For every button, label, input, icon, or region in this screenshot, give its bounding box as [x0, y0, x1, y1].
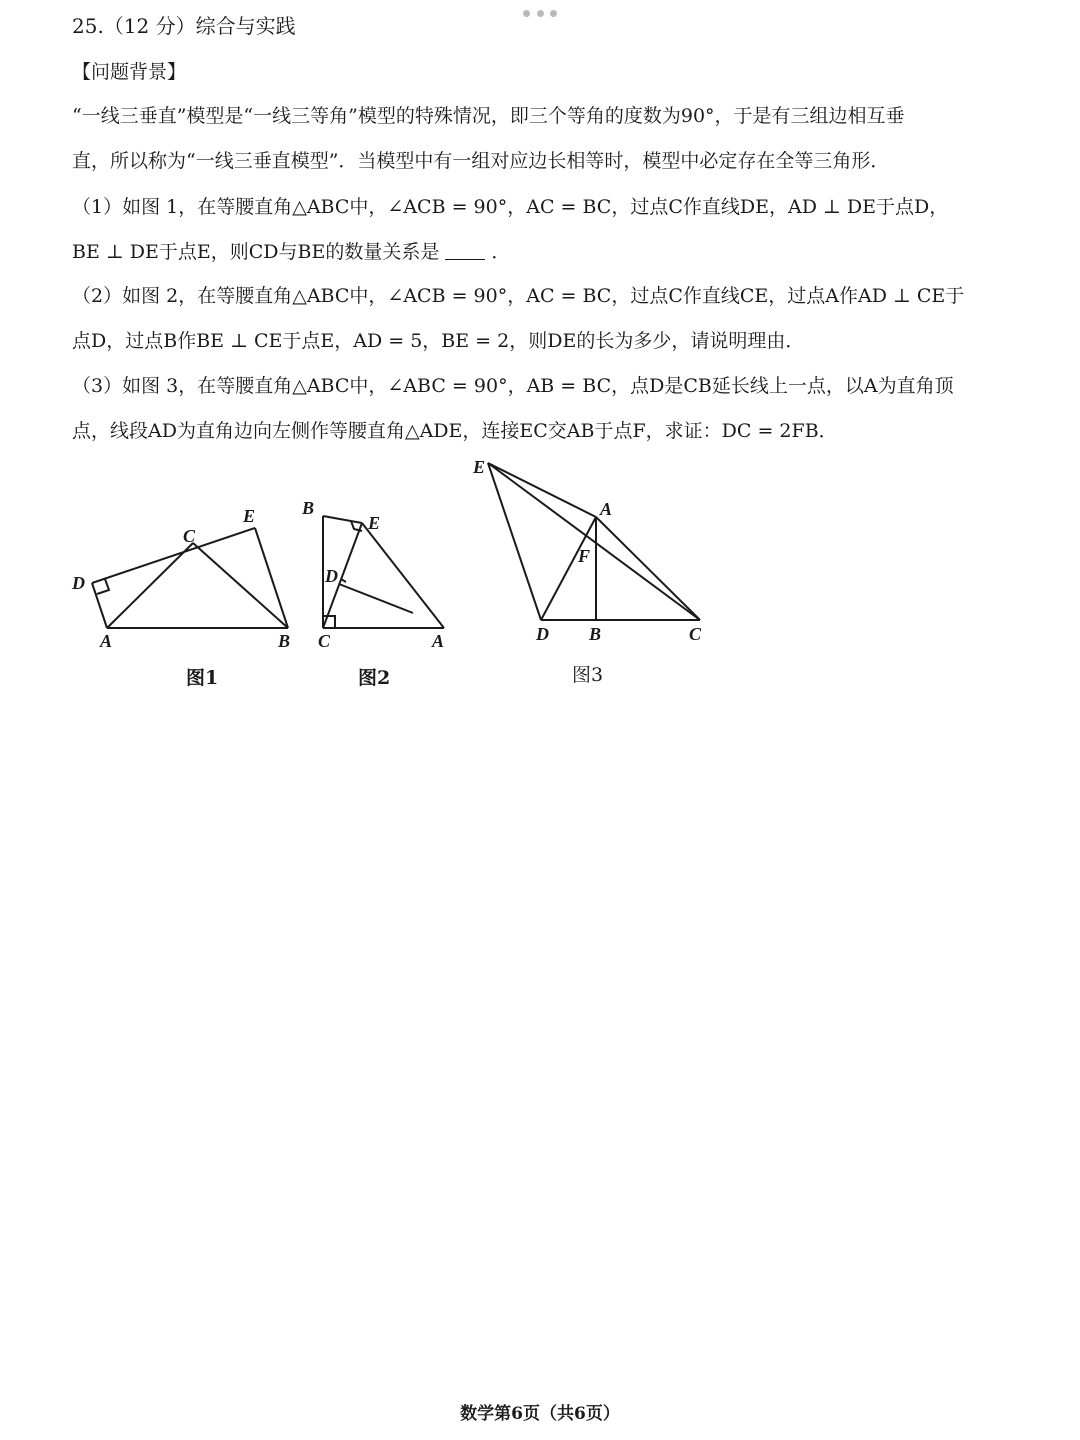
fig1-line-DA	[92, 583, 107, 628]
fig1-label-A: A	[100, 631, 113, 651]
fig2-label-B: B	[302, 498, 315, 518]
fig3-line-EC	[488, 463, 700, 620]
fig2-label-C: C	[318, 631, 331, 651]
fig1-line-DE	[92, 528, 255, 583]
figure-1-caption: 图1	[186, 667, 219, 689]
figure-3-caption: 图3	[572, 664, 604, 686]
text-line-1: “一线三垂直”模型是“一线三等角”模型的特殊情况，即三个等角的度数为90°，于是有三组边相互垂	[72, 105, 905, 127]
text-line-6: 点D，过点B作BE ⊥ CE于点E，AD = 5，BE = 2，则DE的长为多少，请说明理由．	[72, 330, 805, 352]
fig1-label-E: E	[243, 506, 256, 526]
fig2-label-A: A	[432, 631, 445, 651]
fig3-label-B: B	[589, 624, 602, 644]
fig3-label-F: F	[578, 546, 591, 566]
text-line-2: 直，所以称为“一线三垂直模型”．当模型中有一组对应边长相等时，模型中必定存在全等三角形．	[72, 150, 890, 172]
figure-2	[323, 516, 444, 628]
text-line-4-end: ．	[491, 241, 511, 263]
fig1-line-AC	[107, 543, 193, 628]
fig3-line-AC	[596, 517, 700, 620]
fig1-label-C: C	[183, 526, 196, 546]
text-line-8: 点，线段AD为直角边向左侧作等腰直角△ADE，连接EC交AB于点F，求证：DC = 2FB．	[72, 420, 838, 442]
fig1-label-D: D	[72, 573, 85, 593]
fig3-label-C: C	[689, 624, 702, 644]
text-line-3: （1）如图 1，在等腰直角△ABC中，∠ACB = 90°，AC = BC，过点C作直线DE，AD ⊥ DE于点D，	[72, 196, 949, 218]
text-line-5: （2）如图 2，在等腰直角△ABC中，∠ACB = 90°，AC = BC，过点C作直线CE，过点A作AD ⊥ CE于	[72, 285, 965, 307]
fig2-right-angle-D	[341, 579, 346, 582]
fig2-line-EA	[362, 523, 444, 628]
text-line-4-body: BE ⊥ DE于点E，则CD与BE的数量关系是	[72, 241, 440, 263]
fig3-line-AD	[541, 517, 596, 620]
question-title: 25.（12 分）综合与实践	[72, 14, 296, 38]
fig3-label-A: A	[600, 499, 613, 519]
figure-3	[488, 463, 700, 620]
section-heading: 【问题背景】	[72, 61, 187, 83]
fig2-label-D: D	[325, 566, 338, 586]
fig1-label-B: B	[278, 631, 291, 651]
text-line-7: （3）如图 3，在等腰直角△ABC中，∠ABC = 90°，AB = BC，点D是CB延长线上一点，以A为直角顶	[72, 375, 954, 397]
page-footer: 数学第6页（共6页）	[460, 1404, 620, 1424]
figure-3-labels	[472, 457, 702, 644]
fig2-label-E: E	[368, 513, 381, 533]
fig3-label-D: D	[536, 624, 549, 644]
fig3-label-E: E	[473, 457, 486, 477]
fig2-line-BE	[323, 516, 362, 523]
fig2-line-DA	[339, 584, 413, 613]
figure-2-caption: 图2	[358, 667, 391, 689]
